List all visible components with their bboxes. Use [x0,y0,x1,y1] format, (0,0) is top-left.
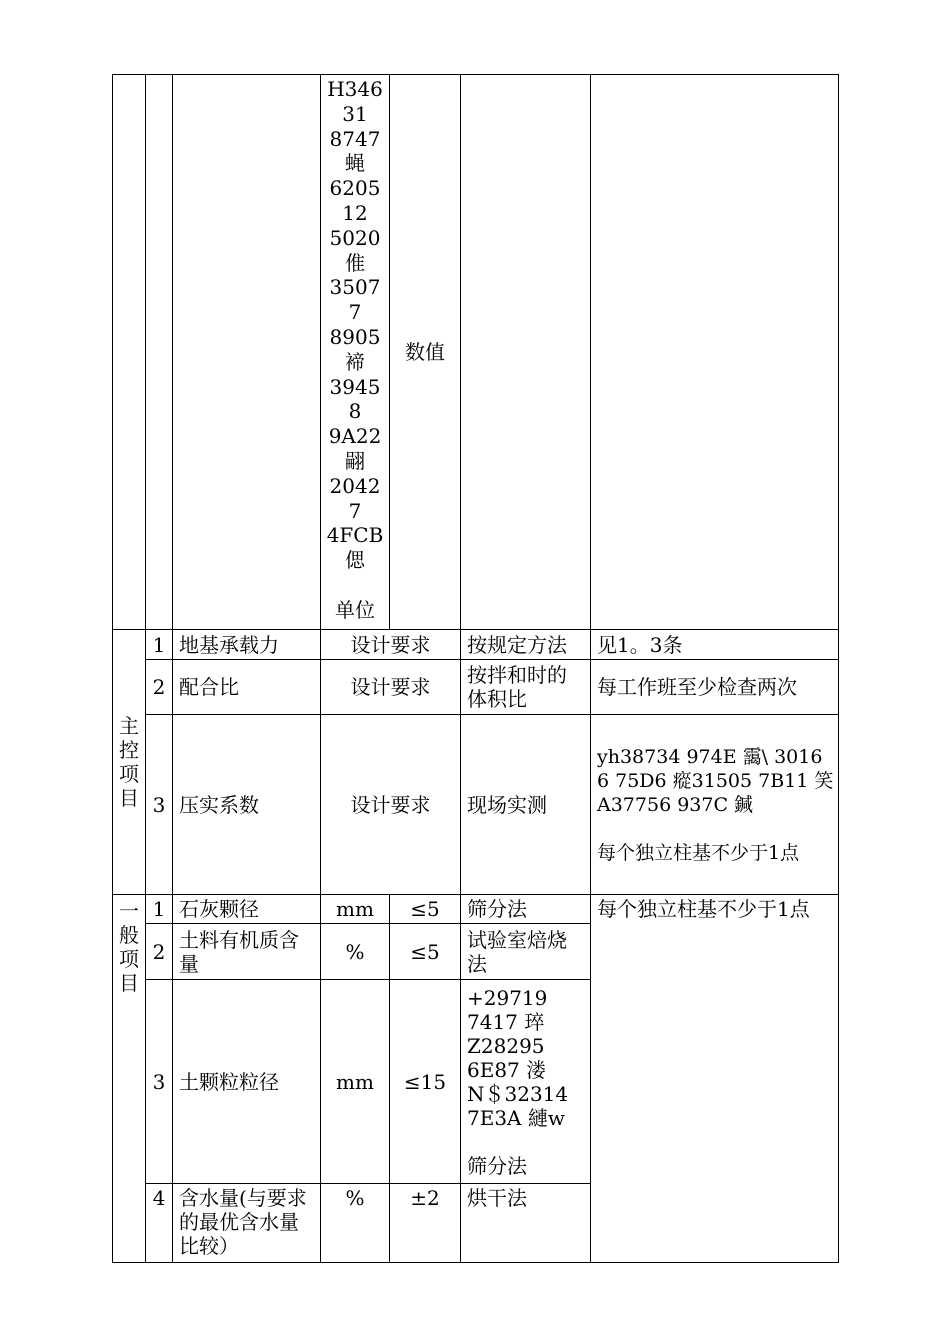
row-number: 2 [146,660,173,715]
general-check-scope: 每个独立柱基不少于1点 [591,895,839,1263]
row-number: 2 [146,924,173,980]
row-number: 3 [146,715,173,895]
row-number: 1 [146,895,173,924]
blank-cell [113,75,146,630]
check-method: 烘干法 [461,1184,591,1263]
requirement: 设计要求 [321,660,461,715]
item-name: 石灰颗径 [173,895,321,924]
check-scope: yh38734 974E 靄\ 30166 75D6 瘲31505 7B11 笑A37756 937C 鍼 每个独立柱基不少于1点 [591,715,839,895]
general-section-label: 一 般 项 目 [113,895,146,1263]
blank-cell [591,75,839,630]
row-number: 1 [146,630,173,660]
allowed-value: ≤15 [390,980,461,1184]
requirement: 设计要求 [321,630,461,660]
blank-cell [461,75,591,630]
item-name: 土颗粒粒径 [173,980,321,1184]
check-scope: 见1。3条 [591,630,839,660]
check-method: +29719 7417 琗 Z28295 6E87 溇 N＄32314 7E3A 縺w 筛分法 [461,980,591,1184]
unit: mm [321,980,390,1184]
main-row-1 [113,630,839,660]
allowed-value: ≤5 [390,924,461,980]
blank-cell [146,75,173,630]
check-method: 试验室焙烧法 [461,924,591,980]
main-section-label: 主 控 项 目 [113,630,146,895]
main-row-2 [113,660,839,715]
value-header-cell: 数值 [390,75,461,630]
general-row-1 [113,895,839,924]
inspection-table [112,74,839,1263]
check-method: 筛分法 [461,895,591,924]
row-number: 3 [146,980,173,1184]
blank-cell [173,75,321,630]
item-name: 地基承载力 [173,630,321,660]
item-name: 压实系数 [173,715,321,895]
unit: % [321,1184,390,1263]
allowed-value: ≤5 [390,895,461,924]
unit: % [321,924,390,980]
allowed-value: ±2 [390,1184,461,1263]
header-continuation-row [113,75,839,630]
main-row-3 [113,715,839,895]
unit-header-cell: H346 31 8747 蝇 6205 12 5020 倠 3507 7 8905 褅 3945 8 9A22 翤 2042 7 4FCB 偲 单位 [321,75,390,630]
row-number: 4 [146,1184,173,1263]
requirement: 设计要求 [321,715,461,895]
item-name: 配合比 [173,660,321,715]
check-scope: 每工作班至少检查两次 [591,660,839,715]
check-method: 现场实测 [461,715,591,895]
check-method: 按拌和时的体积比 [461,660,591,715]
item-name: 土料有机质含量 [173,924,321,980]
check-method: 按规定方法 [461,630,591,660]
item-name: 含水量(与要求的最优含水量比较） [173,1184,321,1263]
unit: mm [321,895,390,924]
